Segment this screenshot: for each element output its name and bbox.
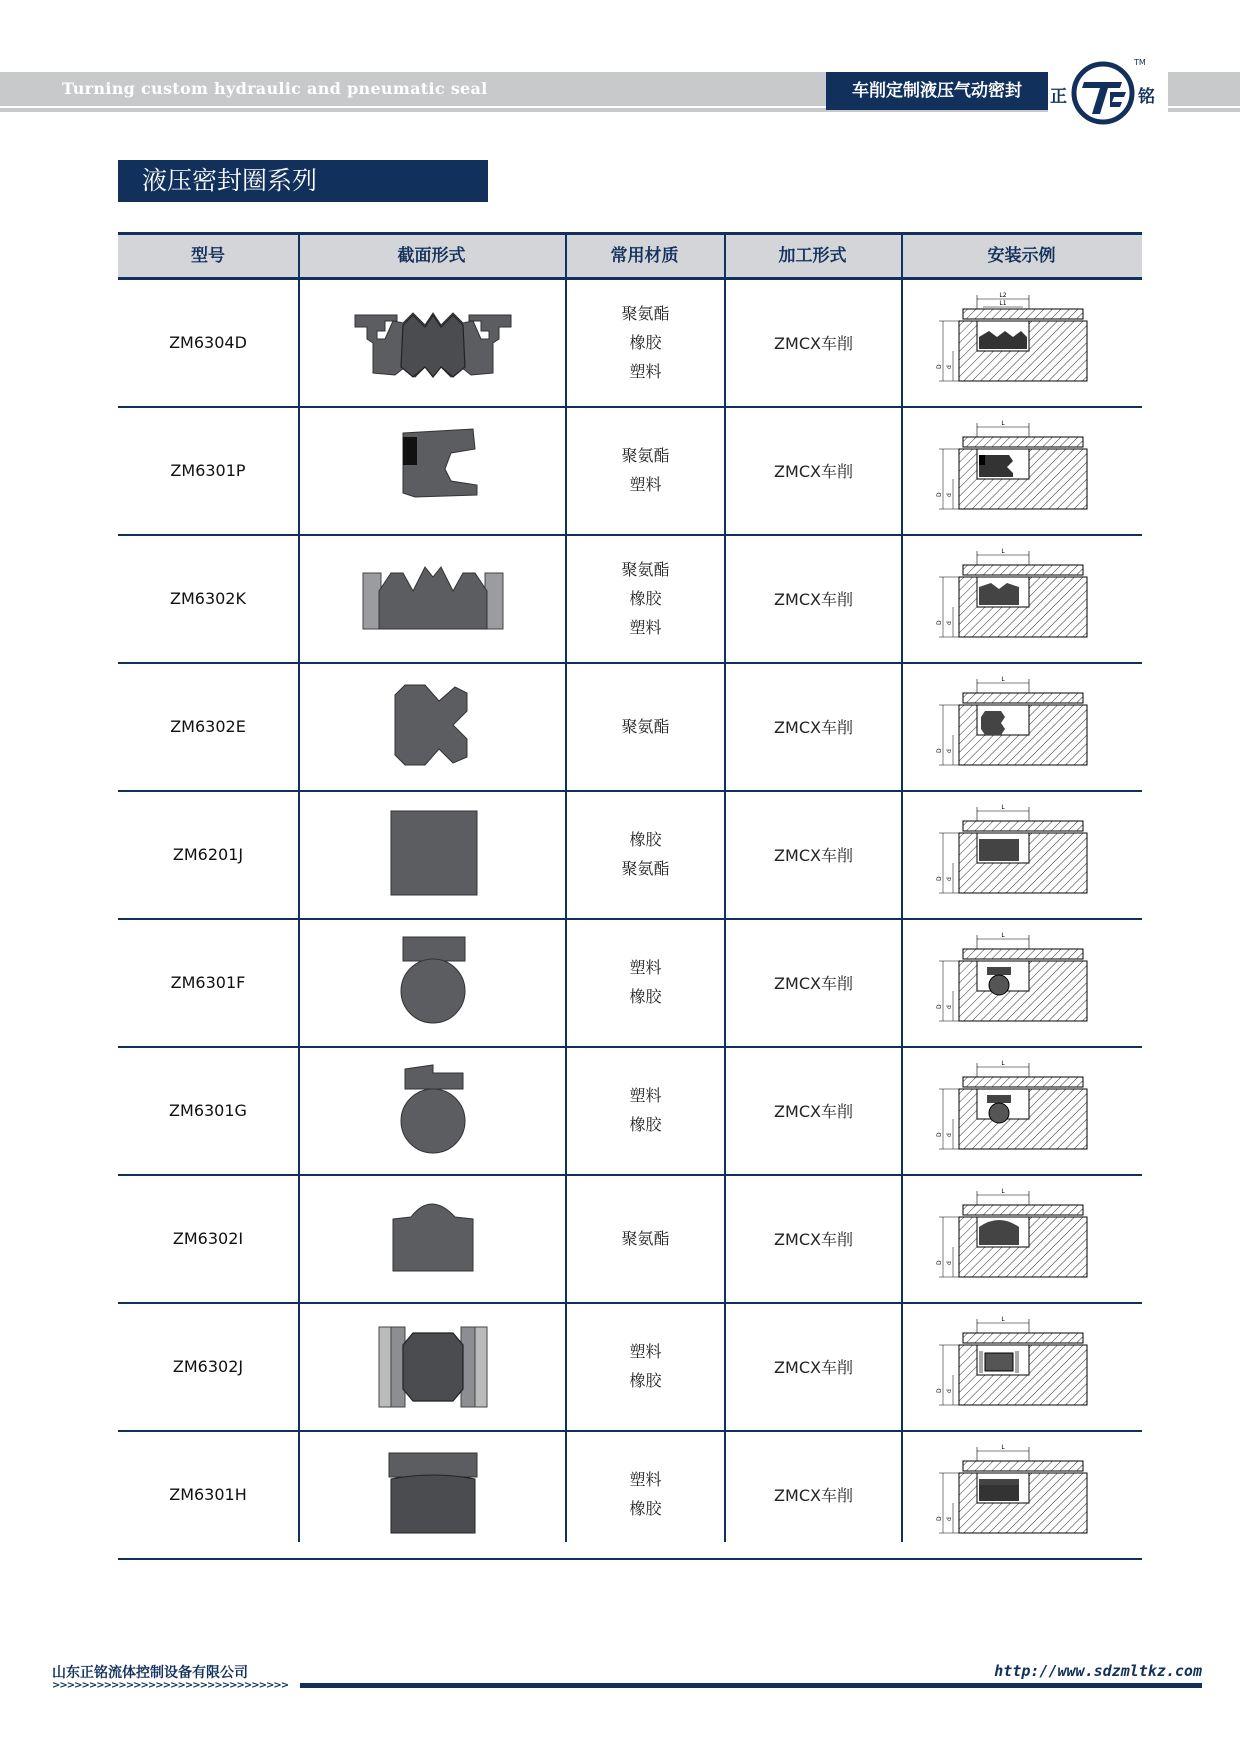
table-row [118, 792, 1142, 920]
dim-label-d: d [945, 1389, 953, 1393]
seal-cross-section-icon [333, 1311, 533, 1421]
material-item: 橡胶 [629, 1115, 662, 1134]
material-cell [567, 408, 724, 532]
dim-label-d: d [945, 1133, 953, 1137]
material-item: 橡胶 [629, 332, 662, 352]
seal-table [118, 232, 1142, 1560]
logo-trademark: TM [1134, 58, 1146, 67]
dim-label-l: L [1000, 420, 1005, 427]
install-diagram-icon [913, 927, 1133, 1037]
material-item: 聚氨酯 [621, 1228, 670, 1248]
header-english-title: Turning custom hydraulic and pneumatic seal [62, 79, 488, 98]
dim-label-d: d [945, 877, 953, 881]
process-text: ZMCX车削 [774, 461, 853, 481]
header-model: 型号 [191, 246, 225, 266]
install-diagram-icon [913, 1055, 1133, 1165]
seal-cross-section-icon [333, 1439, 533, 1549]
footer-line [300, 1683, 1202, 1688]
install-cell [903, 1432, 1142, 1556]
table-row [118, 920, 1142, 1048]
seal-cross-section-icon [333, 543, 533, 653]
dim-label-d: d [945, 621, 953, 625]
model-number: ZM6301F [170, 972, 246, 992]
model-number: ZM6201J [172, 844, 244, 864]
company-logo-icon [1070, 60, 1136, 126]
dim-label-l1: L1 [998, 300, 1007, 307]
material-cell [567, 664, 724, 788]
table-row [118, 536, 1142, 664]
process-cell [726, 792, 901, 916]
dim-label-l: L [1000, 804, 1005, 811]
dim-label-d: d [945, 749, 953, 753]
dim-label-D: D [935, 492, 943, 497]
process-text: ZMCX车削 [774, 973, 853, 993]
table-body [118, 280, 1142, 1560]
install-cell [903, 664, 1142, 788]
material-list [621, 825, 669, 883]
material-list [621, 441, 669, 499]
process-text: ZMCX车削 [774, 845, 853, 865]
seal-cross-section-icon [333, 1183, 533, 1293]
material-cell [567, 792, 724, 916]
material-list [621, 1224, 669, 1253]
dim-label-l: L2 [998, 292, 1007, 299]
material-list [629, 1465, 661, 1523]
process-text: ZMCX车削 [774, 1485, 853, 1505]
material-item: 塑料 [629, 958, 662, 977]
process-text: ZMCX车削 [774, 589, 853, 609]
process-cell [726, 1304, 901, 1428]
seal-cross-section-icon [333, 1055, 533, 1165]
process-cell [726, 280, 901, 404]
material-item: 聚氨酯 [621, 716, 670, 736]
dim-label-d: d [945, 493, 953, 497]
cross-section-cell [300, 664, 565, 788]
material-cell [567, 280, 724, 404]
process-cell [726, 1176, 901, 1300]
material-item: 塑料 [629, 361, 662, 381]
material-cell [567, 1304, 724, 1428]
dim-label-l: L [1000, 676, 1005, 683]
model-cell [118, 536, 298, 660]
column-divider [901, 232, 903, 1542]
column-divider [724, 232, 726, 1542]
process-cell [726, 536, 901, 660]
seal-cross-section-icon [333, 927, 533, 1037]
install-diagram-icon [913, 1439, 1133, 1549]
process-cell [726, 664, 901, 788]
dim-label-D: D [935, 620, 943, 625]
material-item: 塑料 [629, 617, 662, 637]
material-list [629, 953, 661, 1011]
section-title: 液压密封圈系列 [118, 160, 488, 202]
process-cell [726, 408, 901, 532]
header-install: 安装示例 [987, 246, 1056, 266]
dim-label-D: D [935, 1388, 943, 1393]
cross-section-cell [300, 920, 565, 1044]
material-item: 塑料 [629, 1470, 662, 1489]
seal-cross-section-icon [333, 671, 533, 781]
table-row [118, 664, 1142, 792]
install-cell [903, 1304, 1142, 1428]
header-process: 加工形式 [778, 246, 847, 266]
install-cell [903, 408, 1142, 532]
header-chinese-title: 车削定制液压气动密封 [826, 72, 1048, 110]
dim-label-l: L [1000, 932, 1005, 939]
table-row [118, 280, 1142, 408]
process-cell [726, 1432, 901, 1556]
install-cell [903, 1048, 1142, 1172]
cross-section-cell [300, 792, 565, 916]
install-diagram-icon [913, 1311, 1133, 1421]
cross-section-cell [300, 536, 565, 660]
table-row [118, 1432, 1142, 1560]
material-cell [567, 1048, 724, 1172]
dim-label-D: D [935, 748, 943, 753]
table-row [118, 1048, 1142, 1176]
material-item: 橡胶 [629, 1499, 662, 1518]
model-cell [118, 1304, 298, 1428]
logo-left-char: 正 [1050, 87, 1067, 107]
material-item: 聚氨酯 [621, 446, 670, 465]
seal-cross-section-icon [333, 799, 533, 909]
install-cell [903, 792, 1142, 916]
model-number: ZM6301P [170, 460, 246, 480]
model-cell [118, 664, 298, 788]
dim-label-D: D [935, 1260, 943, 1265]
header-material: 常用材质 [610, 246, 679, 266]
model-number: ZM6304D [169, 332, 247, 352]
material-cell [567, 1176, 724, 1300]
material-list [621, 712, 669, 741]
install-diagram-icon [913, 543, 1133, 653]
footer-arrows: >>>>>>>>>>>>>>>>>>>>>>>>>>>>>>>> [52, 1680, 289, 1691]
material-item: 聚氨酯 [621, 859, 670, 878]
material-item: 塑料 [629, 1086, 662, 1105]
dim-label-D: D [935, 1516, 943, 1521]
model-cell [118, 1176, 298, 1300]
seal-cross-section-icon [333, 287, 533, 397]
model-number: ZM6301H [169, 1484, 247, 1504]
table-row [118, 408, 1142, 536]
material-list [629, 1081, 661, 1139]
material-cell [567, 536, 724, 660]
material-list [629, 1337, 661, 1395]
column-divider [298, 232, 300, 1542]
column-divider [565, 232, 567, 1542]
install-diagram-icon [913, 671, 1133, 781]
dim-label-D: D [935, 364, 943, 369]
material-cell [567, 1432, 724, 1556]
table-header [118, 232, 1142, 280]
process-text: ZMCX车削 [774, 333, 853, 353]
header-cross-section: 截面形式 [397, 246, 466, 266]
model-cell [118, 920, 298, 1044]
install-cell [903, 536, 1142, 660]
process-text: ZMCX车削 [774, 1229, 853, 1249]
logo-right-char: 铭 [1138, 87, 1155, 107]
seal-cross-section-icon [333, 415, 533, 525]
cross-section-cell [300, 280, 565, 404]
process-text: ZMCX车削 [774, 1101, 853, 1121]
dim-label-d: d [945, 365, 953, 369]
material-item: 橡胶 [629, 830, 662, 849]
install-cell [903, 1176, 1142, 1300]
dim-label-d: d [945, 1261, 953, 1265]
install-diagram-icon [913, 415, 1133, 525]
install-diagram-icon [913, 287, 1133, 397]
footer-company: 山东正铭流体控制设备有限公司 [52, 1665, 248, 1681]
dim-label-D: D [935, 1004, 943, 1009]
model-cell [118, 280, 298, 404]
install-diagram-icon [913, 1183, 1133, 1293]
material-cell [567, 920, 724, 1044]
material-item: 聚氨酯 [621, 303, 670, 323]
cross-section-cell [300, 408, 565, 532]
material-item: 橡胶 [629, 1371, 662, 1390]
material-list [621, 299, 669, 386]
dim-label-l: L [1000, 1188, 1005, 1195]
process-cell [726, 1048, 901, 1172]
footer-url[interactable]: http://www.sdzmltkz.com [994, 1662, 1202, 1680]
dim-label-l: L [1000, 548, 1005, 555]
cross-section-cell [300, 1432, 565, 1556]
process-cell [726, 920, 901, 1044]
dim-label-d: d [945, 1517, 953, 1521]
install-diagram-icon [913, 799, 1133, 909]
dim-label-D: D [935, 1132, 943, 1137]
model-cell [118, 792, 298, 916]
cross-section-cell [300, 1304, 565, 1428]
install-cell [903, 280, 1142, 404]
install-cell [903, 920, 1142, 1044]
model-number: ZM6301G [169, 1100, 247, 1120]
material-item: 橡胶 [629, 987, 662, 1006]
process-text: ZMCX车削 [774, 717, 853, 737]
dim-label-d: d [945, 1005, 953, 1009]
material-item: 塑料 [629, 475, 662, 494]
dim-label-l: L [1000, 1444, 1005, 1451]
model-number: ZM6302J [172, 1356, 244, 1376]
model-number: ZM6302E [170, 716, 246, 736]
cross-section-cell [300, 1048, 565, 1172]
model-number: ZM6302K [170, 588, 246, 608]
cross-section-cell [300, 1176, 565, 1300]
material-list [621, 555, 669, 642]
model-cell [118, 1048, 298, 1172]
model-cell [118, 408, 298, 532]
process-text: ZMCX车削 [774, 1357, 853, 1377]
dim-label-l: L [1000, 1316, 1005, 1323]
dim-label-D: D [935, 876, 943, 881]
material-item: 塑料 [629, 1342, 662, 1361]
material-item: 聚氨酯 [621, 559, 670, 579]
table-row [118, 1176, 1142, 1304]
model-number: ZM6302I [172, 1228, 244, 1248]
material-item: 橡胶 [629, 588, 662, 608]
table-row [118, 1304, 1142, 1432]
dim-label-l: L [1000, 1060, 1005, 1067]
model-cell [118, 1432, 298, 1556]
